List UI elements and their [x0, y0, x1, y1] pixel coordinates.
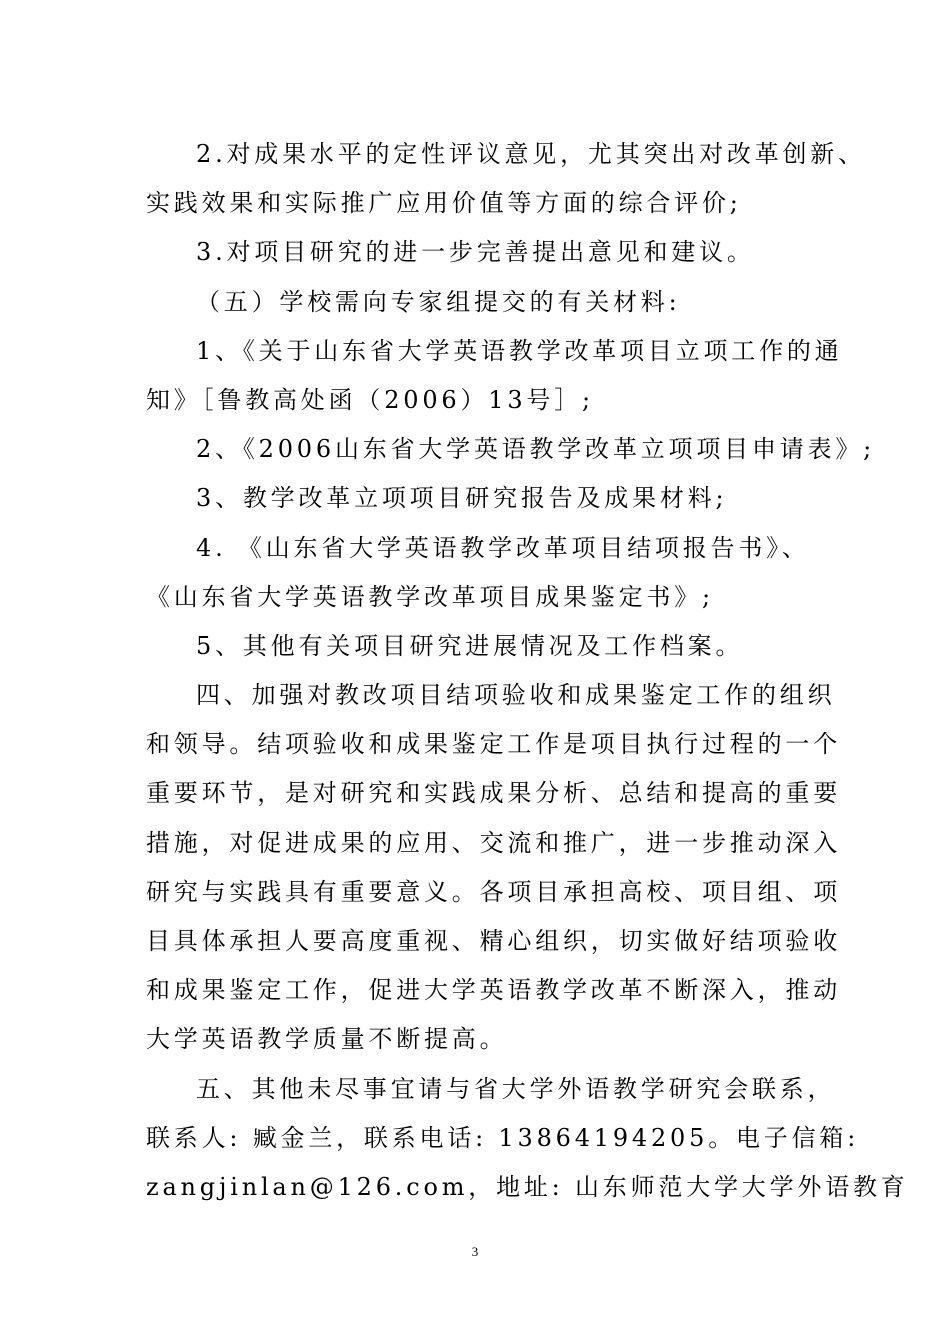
text-line: 《山东省大学英语教学改革项目成果鉴定书》; — [146, 582, 714, 611]
text-line: 3、教学改革立项项目研究报告及成果材料; — [196, 484, 728, 513]
text-line: 五、其他未尽事宜请与省大学外语教学研究会联系， — [196, 1074, 836, 1103]
text-line: 大学英语教学质量不断提高。 — [146, 1025, 508, 1054]
page-number: 3 — [471, 1244, 479, 1259]
text-line: 实践效果和实际推广应用价值等方面的综合评价; — [146, 189, 742, 218]
text-line: 和领导。结项验收和成果鉴定工作是项目执行过程的一个 — [146, 730, 841, 759]
text-line: 1、《关于山东省大学英语教学改革项目立项工作的通 — [196, 336, 843, 365]
text-line: 2.对成果水平的定性评议意见，尤其突出对改革创新、 — [196, 140, 866, 168]
document-body — [146, 130, 909, 1212]
text-line: 研究与实践具有重要意义。各项目承担高校、项目组、项 — [146, 877, 841, 906]
text-line: 2、《2006山东省大学英语教学改革立项项目申请表》; — [196, 435, 876, 464]
text-line: 措施，对促进成果的应用、交流和推广，进一步推动深入 — [146, 828, 841, 857]
text-line: （五）学校需向专家组提交的有关材料: — [196, 287, 681, 316]
text-line: 和成果鉴定工作，促进大学英语教学改革不断深入，推动 — [146, 976, 841, 1005]
text-line: 联系人: 臧金兰，联系电话: 13864194205。电子信箱: — [146, 1123, 860, 1152]
text-line: zangjinlan@126.com，地址: 山东师范大学大学外语教育 — [146, 1172, 909, 1201]
text-line: 5、其他有关项目研究进展情况及工作档案。 — [196, 631, 744, 660]
text-line: 3.对项目研究的进一步完善提出意见和建议。 — [196, 238, 755, 267]
text-line: 目具体承担人要高度重视、精心组织，切实做好结项验收 — [146, 927, 841, 955]
text-line: 知》［鲁教高处函（2006）13号］; — [146, 385, 594, 414]
text-line: 重要环节，是对研究和实践成果分析、总结和提高的重要 — [146, 779, 841, 808]
text-line: 4. 《山东省大学英语教学改革项目结项报告书》、 — [196, 533, 810, 562]
text-line: 四、加强对教改项目结项验收和成果鉴定工作的组织 — [196, 681, 836, 710]
